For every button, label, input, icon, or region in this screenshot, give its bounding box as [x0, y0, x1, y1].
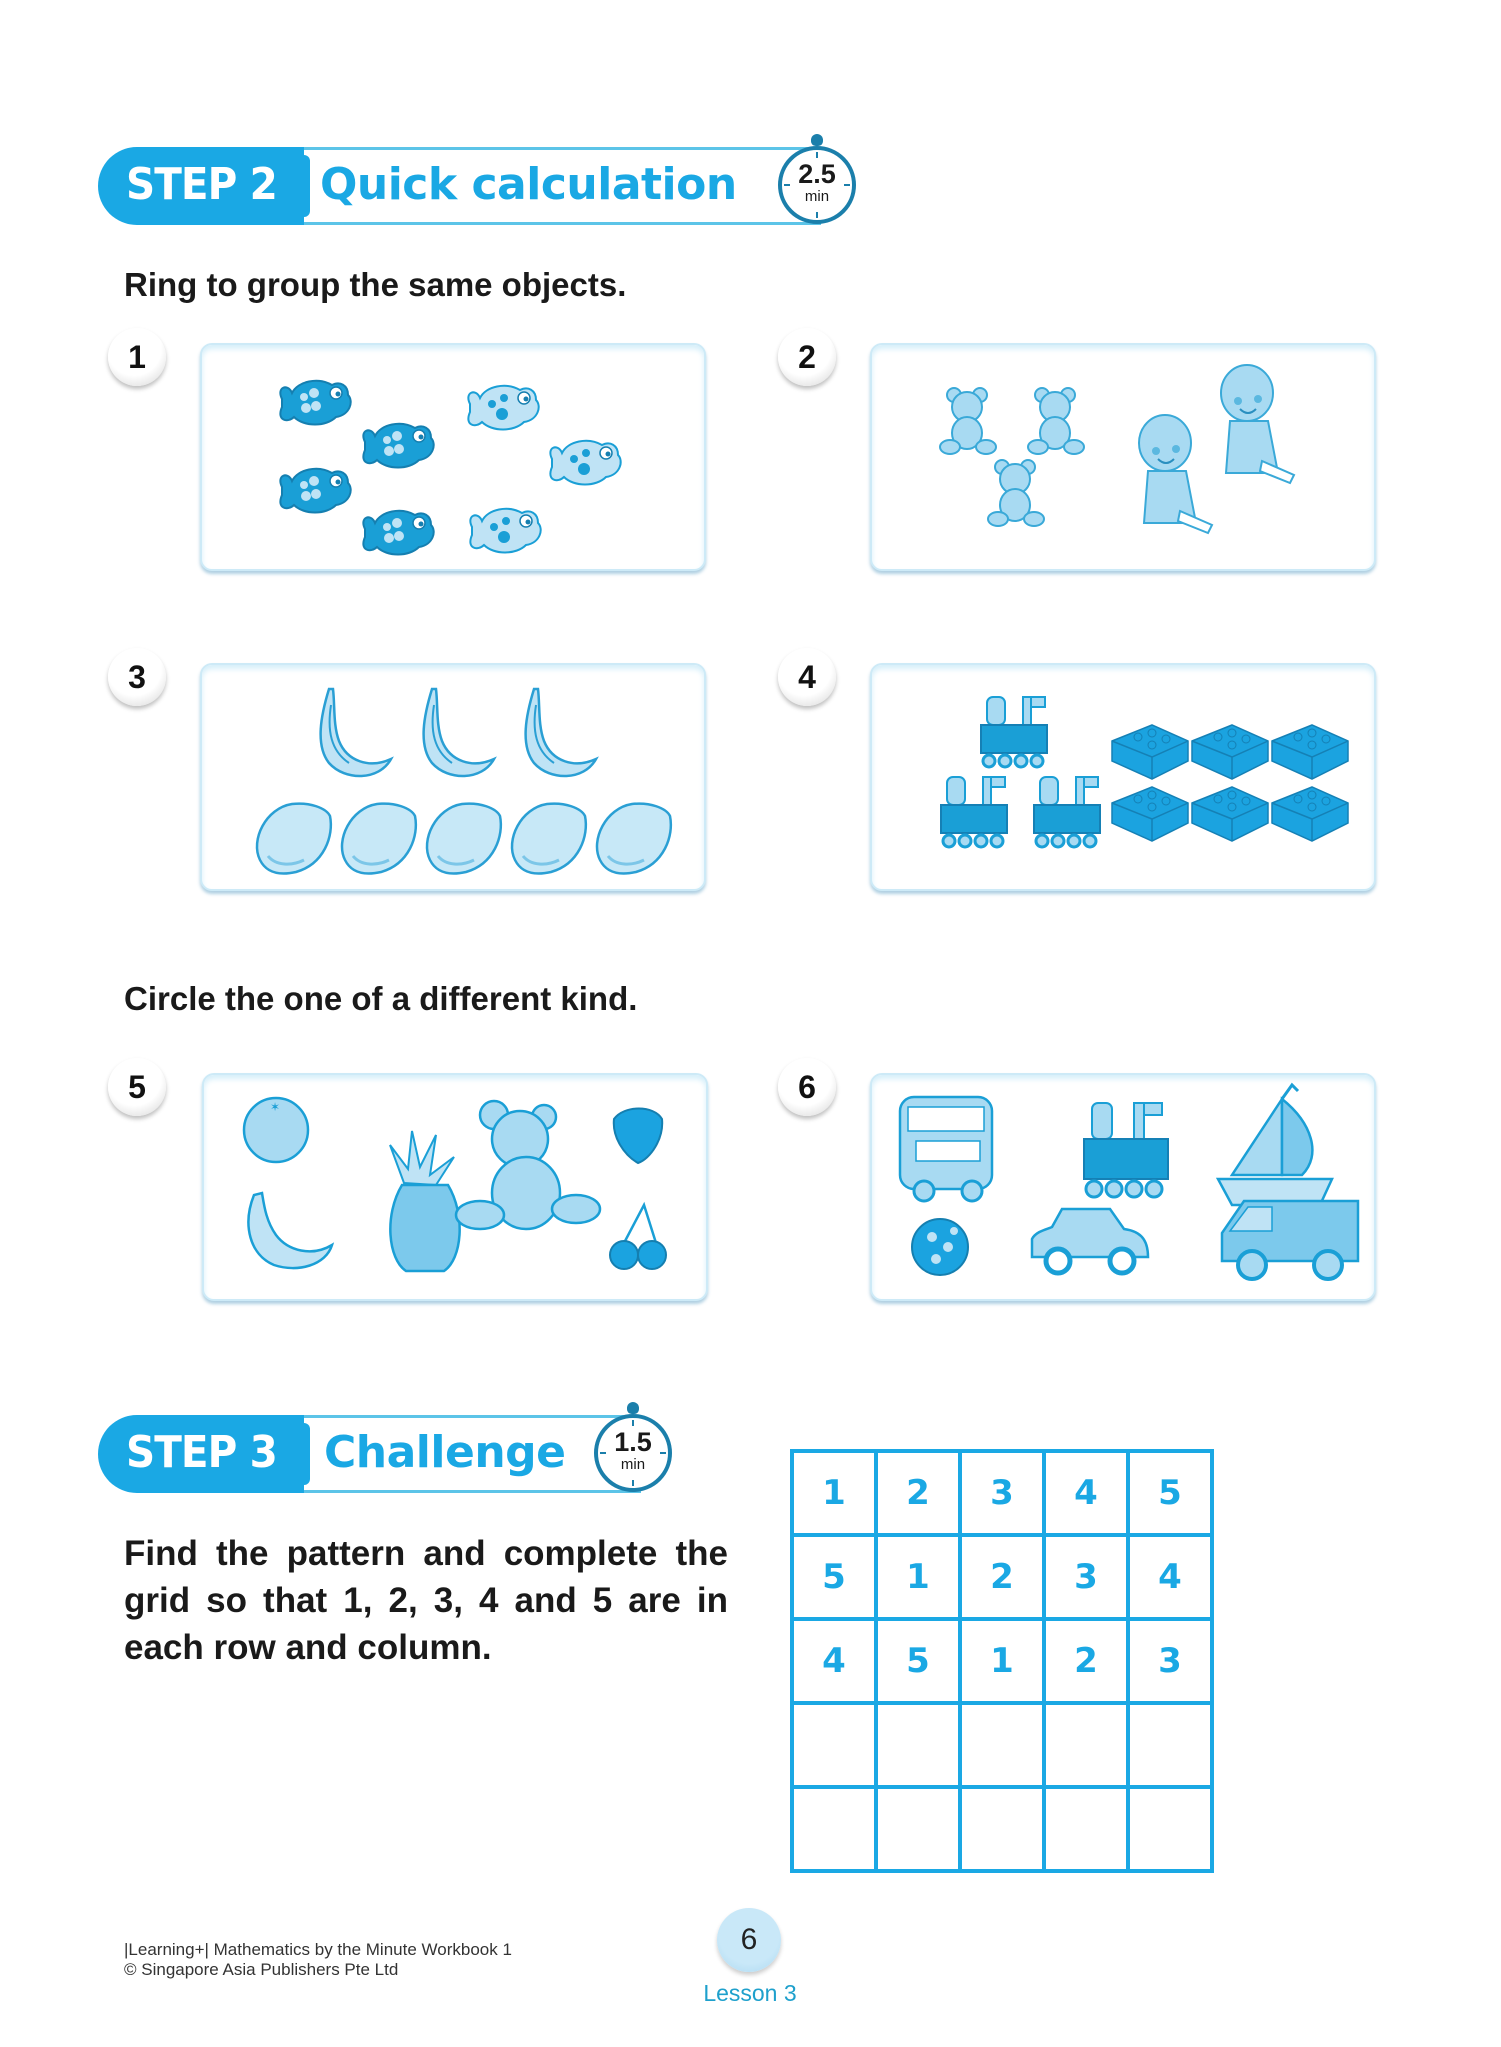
grid-cell-empty[interactable]	[876, 1787, 960, 1871]
page-number: 6	[717, 1908, 781, 1972]
grid-cell-empty[interactable]	[876, 1703, 960, 1787]
timer-unit: min	[804, 188, 830, 205]
grid-cell: 5	[1128, 1451, 1212, 1535]
timer-value: 2.5	[798, 159, 836, 189]
question-box-1[interactable]	[200, 343, 706, 571]
question-box-4[interactable]	[870, 663, 1376, 891]
grid-cell: 2	[876, 1451, 960, 1535]
grid-row-empty	[792, 1787, 1212, 1871]
question-box-2[interactable]	[870, 343, 1376, 571]
question-number-6: 6	[778, 1058, 836, 1116]
grid-cell: 5	[876, 1619, 960, 1703]
trains-and-bricks-image	[872, 665, 1374, 889]
grid-cell: 3	[1044, 1535, 1128, 1619]
grid-cell-empty[interactable]	[1128, 1703, 1212, 1787]
grid-row-empty	[792, 1703, 1212, 1787]
grid-cell: 4	[1128, 1535, 1212, 1619]
lesson-label: Lesson 3	[703, 1980, 797, 2006]
question-number-2: 2	[778, 328, 836, 386]
vehicles-and-ball-image	[872, 1075, 1374, 1299]
grid-cell: 1	[960, 1619, 1044, 1703]
question-number-4: 4	[778, 648, 836, 706]
question-box-5[interactable]	[202, 1073, 708, 1301]
grid-cell: 3	[960, 1451, 1044, 1535]
footer-book-title: |Learning+| Mathematics by the Minute Workbook 1	[124, 1940, 512, 1959]
footer-copyright: © Singapore Asia Publishers Pte Ltd	[124, 1960, 399, 1979]
grid-row	[792, 1451, 1212, 1535]
question-box-3[interactable]	[200, 663, 706, 891]
bears-and-dolls-image	[872, 345, 1374, 569]
grid-cell: 1	[876, 1535, 960, 1619]
instruction-circle-different: Circle the one of a different kind.	[124, 980, 638, 1017]
grid-cell-empty[interactable]	[792, 1703, 876, 1787]
grid-cell-empty[interactable]	[960, 1787, 1044, 1871]
grid-cell: 3	[1128, 1619, 1212, 1703]
bananas-and-lemons-image	[202, 665, 704, 889]
timer-unit: min	[620, 1456, 646, 1473]
timer-icon	[778, 146, 856, 224]
question-number-5: 5	[108, 1058, 166, 1116]
step3-title: Challenge	[324, 1427, 566, 1478]
grid-cell: 5	[792, 1535, 876, 1619]
svg-text:✶: ✶	[270, 1100, 281, 1114]
timer-icon	[594, 1414, 672, 1492]
fruits-and-bear-image	[204, 1075, 706, 1299]
grid-row	[792, 1619, 1212, 1703]
fish-group-image	[202, 345, 704, 569]
grid-cell-empty[interactable]	[1044, 1787, 1128, 1871]
grid-cell-empty[interactable]	[1128, 1787, 1212, 1871]
step2-title: Quick calculation	[320, 159, 737, 210]
challenge-instruction: Find the pattern and complete the grid so that 1, 2, 3, 4 and 5 are in each row and column.	[124, 1534, 728, 1667]
question-number-1: 1	[108, 328, 166, 386]
grid-cell-empty[interactable]	[1044, 1703, 1128, 1787]
timer-value: 1.5	[614, 1427, 652, 1457]
grid-cell: 1	[792, 1451, 876, 1535]
latin-square-grid	[790, 1449, 1214, 1873]
grid-cell-empty[interactable]	[792, 1787, 876, 1871]
step3-label: STEP 3	[126, 1427, 277, 1478]
grid-row	[792, 1535, 1212, 1619]
grid-cell: 4	[1044, 1451, 1128, 1535]
instruction-ring-group: Ring to group the same objects.	[124, 266, 627, 303]
grid-cell: 4	[792, 1619, 876, 1703]
step2-banner	[98, 147, 818, 225]
step3-banner	[98, 1415, 638, 1493]
question-number-3: 3	[108, 648, 166, 706]
grid-cell: 2	[1044, 1619, 1128, 1703]
step2-label: STEP 2	[126, 159, 277, 210]
grid-cell-empty[interactable]	[960, 1703, 1044, 1787]
question-box-6[interactable]	[870, 1073, 1376, 1301]
grid-cell: 2	[960, 1535, 1044, 1619]
